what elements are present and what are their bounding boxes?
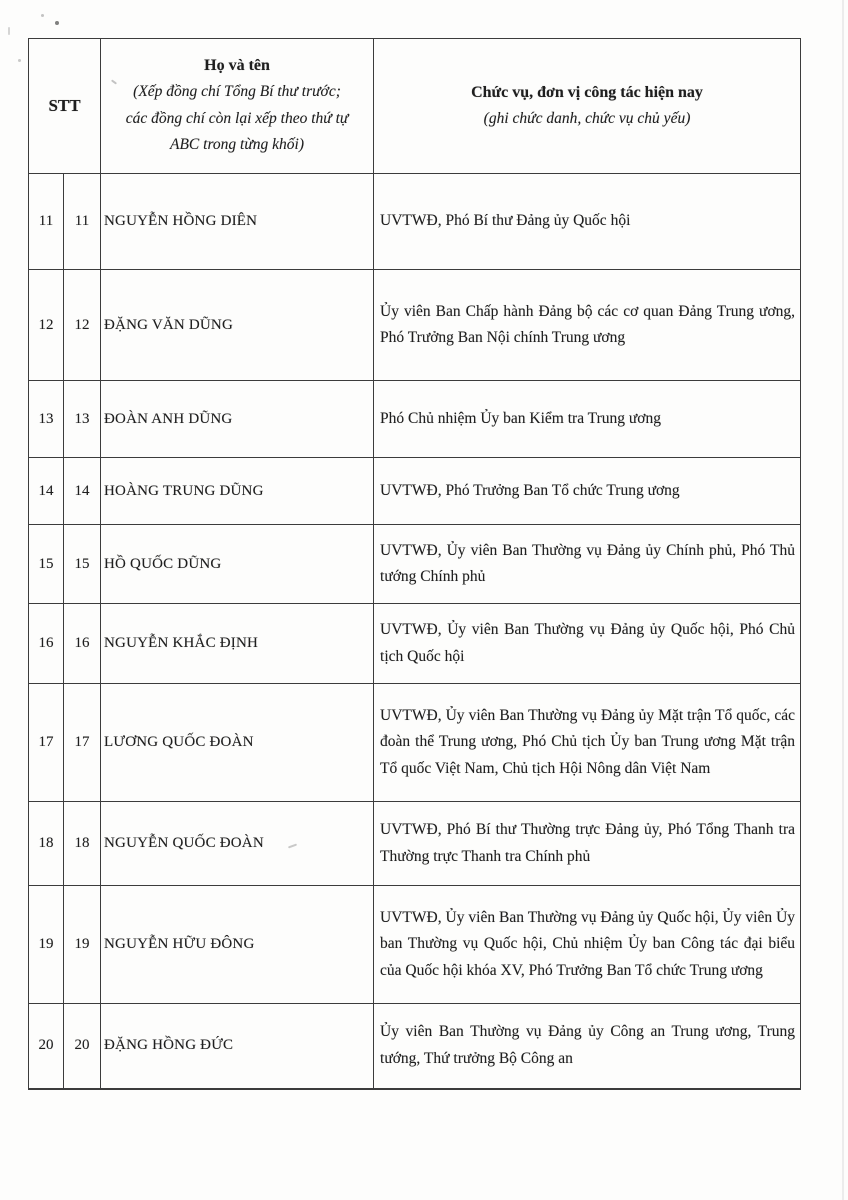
name-cell: NGUYỄN HỮU ĐÔNG: [101, 886, 374, 1004]
stt-cell-2: 18: [64, 802, 101, 886]
header-name: [101, 39, 374, 174]
stt-cell-2: 15: [64, 525, 101, 604]
name-cell: LƯƠNG QUỐC ĐOÀN: [101, 684, 374, 802]
table-header-row: [29, 39, 801, 174]
table-row: [29, 684, 801, 802]
table-row: [29, 381, 801, 458]
table-row: [29, 270, 801, 381]
position-cell: UVTWĐ, Ủy viên Ban Thường vụ Đảng ủy Chính phủ, Phó Thủ tướng Chính phủ: [374, 525, 801, 604]
stt-cell: 14: [29, 458, 64, 525]
stt-cell: 15: [29, 525, 64, 604]
name-cell: NGUYỄN KHẮC ĐỊNH: [101, 604, 374, 684]
stt-cell-2: 16: [64, 604, 101, 684]
stt-cell-2: 11: [64, 174, 101, 270]
position-cell: UVTWĐ, Ủy viên Ban Thường vụ Đảng ủy Quốc hội, Ủy viên Ủy ban Thường vụ Quốc hội, Chủ nhiệm Ủy ban Công tác đại biểu của Quốc hội khóa XV, Phó Trưởng Ban Tổ chức Trung ương: [374, 886, 801, 1004]
page-edge-shadow: [842, 0, 844, 1200]
stt-cell: 20: [29, 1004, 64, 1089]
position-cell: UVTWĐ, Phó Bí thư Thường trực Đảng ủy, Phó Tổng Thanh tra Thường trực Thanh tra Chính phủ: [374, 802, 801, 886]
stt-cell-2: 13: [64, 381, 101, 458]
header-position: [374, 39, 801, 174]
stt-cell: 17: [29, 684, 64, 802]
name-cell: ĐẶNG HỒNG ĐỨC: [101, 1004, 374, 1089]
stt-cell: 11: [29, 174, 64, 270]
stt-cell-2: 12: [64, 270, 101, 381]
stt-cell: 12: [29, 270, 64, 381]
header-name-note-line: ABC trong từng khối): [170, 136, 305, 154]
header-position-title: Chức vụ, đơn vị công tác hiện nay: [471, 83, 703, 101]
table-row: [29, 525, 801, 604]
scan-speck: [41, 14, 44, 17]
position-cell: Ủy viên Ban Thường vụ Đảng ủy Công an Trung ương, Trung tướng, Thứ trưởng Bộ Công an: [374, 1004, 801, 1089]
table-row: [29, 886, 801, 1004]
header-name-title: Họ và tên: [204, 57, 270, 75]
stt-cell-2: 19: [64, 886, 101, 1004]
table-row: [29, 1004, 801, 1089]
header-stt: [29, 39, 101, 174]
scan-speck: [55, 21, 59, 25]
stt-cell: 19: [29, 886, 64, 1004]
name-cell: HOÀNG TRUNG DŨNG: [101, 458, 374, 525]
name-cell: ĐOÀN ANH DŨNG: [101, 381, 374, 458]
stt-cell: 13: [29, 381, 64, 458]
name-cell: HỒ QUỐC DŨNG: [101, 525, 374, 604]
position-cell: UVTWĐ, Ủy viên Ban Thường vụ Đảng ủy Quốc hội, Phó Chủ tịch Quốc hội: [374, 604, 801, 684]
stt-cell-2: 20: [64, 1004, 101, 1089]
header-stt-label: STT: [48, 96, 81, 115]
table-row: [29, 802, 801, 886]
scan-speck: [8, 27, 10, 35]
table-row: [29, 174, 801, 270]
scan-speck: [18, 59, 21, 62]
stt-cell: 16: [29, 604, 64, 684]
table-row: [29, 458, 801, 525]
position-cell: Phó Chủ nhiệm Ủy ban Kiểm tra Trung ương: [374, 381, 801, 458]
header-position-note: (ghi chức danh, chức vụ chủ yếu): [483, 109, 691, 127]
stt-cell-2: 17: [64, 684, 101, 802]
table-row: [29, 604, 801, 684]
name-cell: NGUYỄN QUỐC ĐOÀN: [101, 802, 374, 886]
position-cell: UVTWĐ, Phó Bí thư Đảng ủy Quốc hội: [374, 174, 801, 270]
header-name-note-line: các đồng chí còn lại xếp theo thứ tự: [125, 109, 349, 127]
position-cell: Ủy viên Ban Chấp hành Đảng bộ các cơ quan Đảng Trung ương, Phó Trưởng Ban Nội chính Trung ương: [374, 270, 801, 381]
name-cell: NGUYỄN HỒNG DIÊN: [101, 174, 374, 270]
personnel-table: [28, 38, 801, 1090]
position-cell: UVTWĐ, Phó Trưởng Ban Tổ chức Trung ương: [374, 458, 801, 525]
header-name-note-line: (Xếp đồng chí Tổng Bí thư trước;: [133, 83, 341, 101]
stt-cell: 18: [29, 802, 64, 886]
position-cell: UVTWĐ, Ủy viên Ban Thường vụ Đảng ủy Mặt trận Tổ quốc, các đoàn thể Trung ương, Phó Chủ tịch Ủy ban Trung ương Mặt trận Tổ quốc Việt Nam, Chủ tịch Hội Nông dân Việt Nam: [374, 684, 801, 802]
stt-cell-2: 14: [64, 458, 101, 525]
name-cell: ĐẶNG VĂN DŨNG: [101, 270, 374, 381]
